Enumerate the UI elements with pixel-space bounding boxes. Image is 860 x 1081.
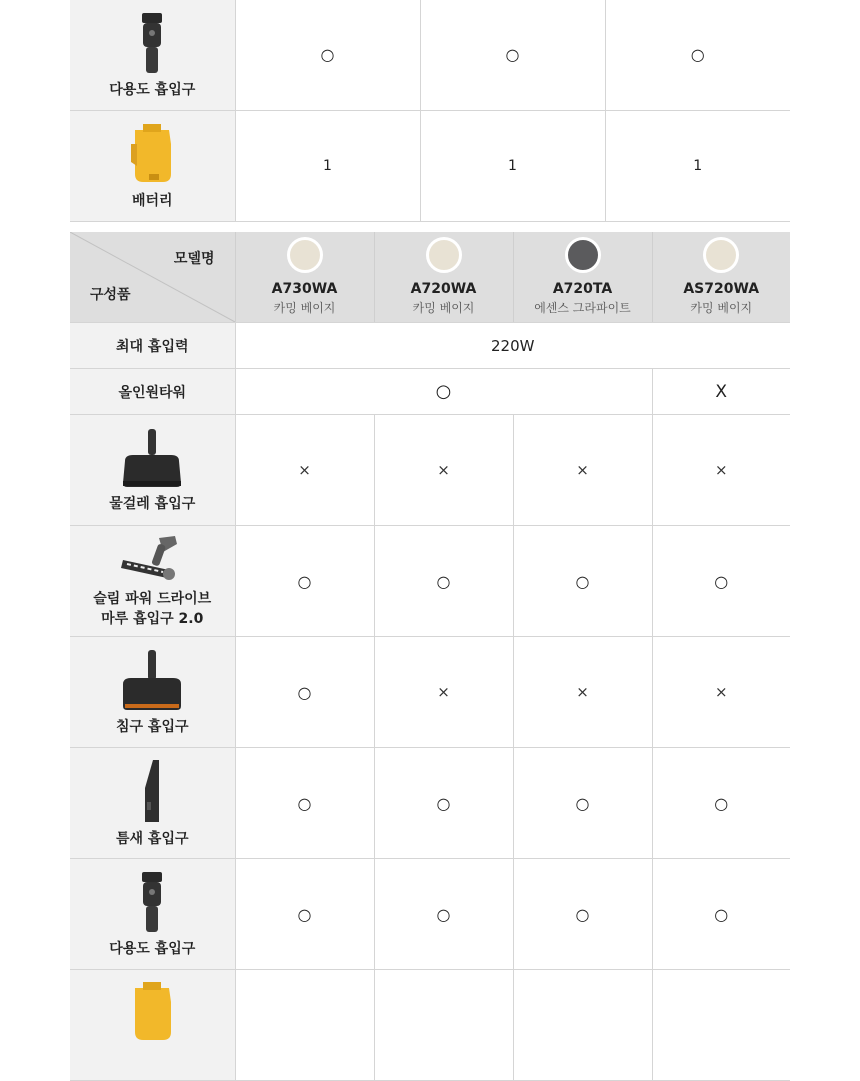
model-name-label: 모델명 xyxy=(174,248,215,268)
table-row xyxy=(70,0,790,110)
row-label-multi-nozzle: 다용도 흡입구 xyxy=(70,0,235,110)
cell-value: 1 xyxy=(605,110,790,221)
tower-value-a: ○ xyxy=(235,369,652,415)
model-header-as720wa: AS720WA 카밍 베이지 xyxy=(652,232,790,323)
spec-comparison xyxy=(70,0,790,1081)
multi-purpose-nozzle-icon xyxy=(137,11,167,75)
row-label-crevice-nozzle: 틈새 흡입구 xyxy=(70,748,235,859)
table-row: 물걸레 흡입구 × × × × xyxy=(70,415,790,526)
table-row xyxy=(70,970,790,1081)
row-label-battery xyxy=(70,970,235,1081)
component-label: 구성품 xyxy=(90,284,131,304)
row-label-slim-power-drive: 슬림 파워 드라이브 마루 흡입구 2.0 xyxy=(70,526,235,637)
tower-value-b: X xyxy=(652,369,790,415)
slim-power-drive-nozzle-icon xyxy=(119,534,185,584)
cell-value: ○ xyxy=(420,0,605,110)
diagonal-divider xyxy=(70,232,235,322)
cell-value: 1 xyxy=(420,110,605,221)
bedding-nozzle-icon xyxy=(119,648,185,712)
row-label-battery: 배터리 xyxy=(70,110,235,221)
header-corner xyxy=(70,232,235,323)
color-swatch xyxy=(703,237,739,273)
mop-nozzle-icon xyxy=(119,427,185,489)
main-spec-table xyxy=(70,232,790,1081)
row-label-max-suction: 최대 흡입력 xyxy=(70,323,235,369)
model-header-a720wa: A720WA 카밍 베이지 xyxy=(374,232,513,323)
color-swatch xyxy=(287,237,323,273)
table-row: 다용도 흡입구 ○ ○ ○ ○ xyxy=(70,859,790,970)
color-swatch xyxy=(565,237,601,273)
cell-value: ○ xyxy=(605,0,790,110)
color-swatch xyxy=(426,237,462,273)
model-header-a730wa: A730WA 카밍 베이지 xyxy=(235,232,374,323)
crevice-nozzle-icon xyxy=(137,758,167,824)
table-row: 틈새 흡입구 ○ ○ ○ ○ xyxy=(70,748,790,859)
table-row: 슬림 파워 드라이브 마루 흡입구 2.0 ○ ○ ○ ○ xyxy=(70,526,790,637)
multi-purpose-nozzle-icon xyxy=(137,870,167,934)
model-header-a720ta: A720TA 에센스 그라파이트 xyxy=(513,232,652,323)
model-header-row xyxy=(70,232,790,323)
row-label-mop-nozzle: 물걸레 흡입구 xyxy=(70,415,235,526)
row-label-bedding-nozzle: 침구 흡입구 xyxy=(70,637,235,748)
table-row: 침구 흡입구 ○ × × × xyxy=(70,637,790,748)
cell-value: ○ xyxy=(235,0,420,110)
table-row-max-suction xyxy=(70,323,790,369)
cell-value: 1 xyxy=(235,110,420,221)
max-suction-value: 220W xyxy=(235,323,790,369)
row-label-multi-nozzle: 다용도 흡입구 xyxy=(70,859,235,970)
table-row xyxy=(70,110,790,221)
battery-icon xyxy=(129,122,175,186)
battery-icon xyxy=(129,980,175,1044)
row-label-all-in-one-tower: 올인원타워 xyxy=(70,369,235,415)
top-spec-table xyxy=(70,0,790,222)
table-row-all-in-one-tower xyxy=(70,369,790,415)
